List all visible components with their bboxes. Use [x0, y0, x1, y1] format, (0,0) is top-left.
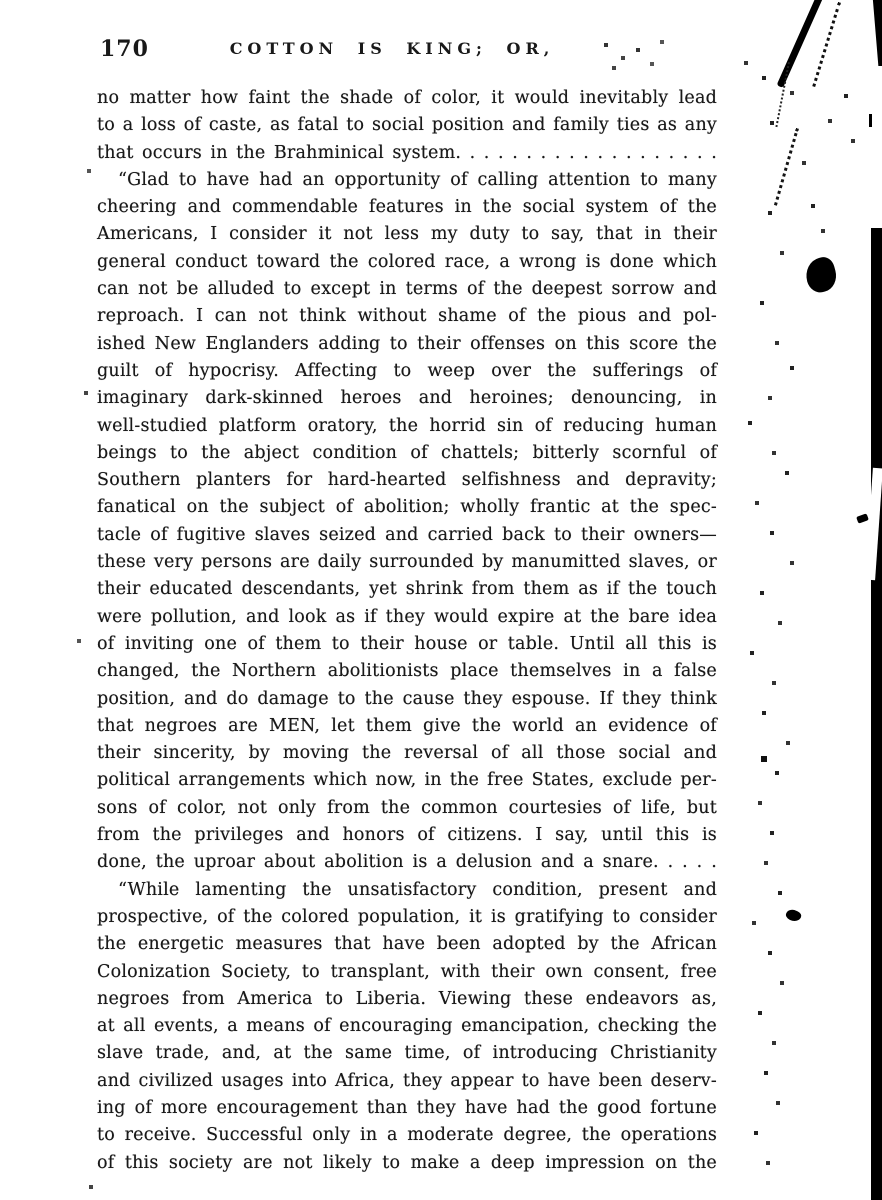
- text-line: were pollution, and look as if they would expire at the bare idea: [97, 606, 717, 627]
- scan-artifact-tick: [869, 114, 872, 127]
- text-line: well-studied platform oratory, the horrid sin of reducing human: [97, 415, 717, 436]
- scan-artifact-streak: [812, 2, 841, 87]
- text-line: changed, the Northern abolitionists place themselves in a false: [97, 661, 717, 682]
- text-line: beings to the abject condition of chattels; bitterly scornful of: [97, 442, 717, 463]
- text-line: reproach. I can not think without shame of the pious and pol-: [97, 306, 717, 327]
- text-line: imaginary dark-skinned heroes and heroines; denouncing, in: [97, 388, 717, 409]
- text-line: slave trade, and, at the same time, of introducing Christianity: [97, 1043, 717, 1064]
- text-line: to a loss of caste, as fatal to social position and family ties as any: [97, 115, 717, 136]
- text-line: position, and do damage to the cause they espouse. If they think: [97, 688, 717, 709]
- text-line: Americans, I consider it not less my duty to say, that in their: [97, 224, 717, 245]
- text-line: ished New Englanders adding to their offenses on this score the: [97, 333, 717, 354]
- text-line: can not be alluded to except in terms of the deepest sorrow and: [97, 279, 717, 300]
- text-line: of inviting one of them to their house or table. Until all this is: [97, 633, 717, 654]
- page-number: 170: [100, 36, 149, 62]
- text-line: no matter how faint the shade of color, it would inevitably lead: [97, 88, 717, 108]
- text-line: these very persons are daily surrounded by manumitted slaves, or: [97, 552, 717, 573]
- text-line: cheering and commendable features in the social system of the: [97, 197, 717, 218]
- text-line: from the privileges and honors of citizens. I say, until this is: [97, 825, 717, 846]
- text-line: at all events, a means of encouraging emancipation, checking the: [97, 1016, 717, 1037]
- text-line: and civilized usages into Africa, they appear to have been deserv-: [97, 1070, 717, 1091]
- text-line: ing of more encouragement than they have had the good fortune: [97, 1097, 717, 1118]
- text-line: guilt of hypocrisy. Affecting to weep over the sufferings of: [97, 360, 717, 381]
- text-line: to receive. Successful only in a moderate degree, the operations: [97, 1125, 717, 1146]
- text-line: their sincerity, by moving the reversal of all those social and: [97, 743, 717, 764]
- text-line: Southern planters for hard-hearted selfishness and depravity;: [97, 470, 717, 491]
- scan-artifact-edge-wedge: [869, 0, 882, 66]
- page-header: [97, 36, 717, 70]
- body-text: [97, 85, 717, 1177]
- text-line: prospective, of the colored population, it is gratifying to consider: [97, 906, 717, 927]
- text-line: negroes from America to Liberia. Viewing these endeavors as,: [97, 988, 717, 1009]
- text-line: political arrangements which now, in the free States, exclude per-: [97, 770, 717, 791]
- scan-artifact-edge-bar: [871, 228, 882, 1200]
- text-line: tacle of fugitive slaves seized and carried back to their owners—: [97, 524, 717, 545]
- text-line: general conduct toward the colored race, a wrong is done which: [97, 251, 717, 272]
- text-line: the energetic measures that have been adopted by the African: [97, 934, 717, 955]
- text-line: that negroes are MEN, let them give the world an evidence of: [97, 715, 717, 736]
- scan-artifact-hook: [856, 513, 869, 523]
- scan-artifact-ink-blob: [784, 907, 802, 923]
- scan-artifact-streak: [774, 128, 799, 206]
- running-head: COTTON IS KING; OR,: [229, 39, 555, 58]
- text-line: their educated descendants, yet shrink from them as if the touch: [97, 579, 717, 600]
- scan-artifact-speckles: [0, 0, 2, 2]
- text-line: sons of color, not only from the common courtesies of life, but: [97, 797, 717, 818]
- text-line: “Glad to have had an opportunity of calling attention to many: [118, 169, 717, 190]
- text-line: that occurs in the Brahminical system. . . . . . . . . . . . . . . . . . .: [97, 142, 717, 163]
- text-line: “While lamenting the unsatisfactory condition, present and: [118, 879, 717, 900]
- text-line: done, the uproar about abolition is a delusion and a snare. . . . .: [97, 852, 717, 873]
- text-line: of this society are not likely to make a deep impression on the: [97, 1152, 717, 1173]
- text-line: fanatical on the subject of abolition; wholly frantic at the spec-: [97, 497, 717, 518]
- scan-artifact-ink-blob: [802, 255, 840, 296]
- text-line: Colonization Society, to transplant, with their own consent, free: [97, 961, 717, 982]
